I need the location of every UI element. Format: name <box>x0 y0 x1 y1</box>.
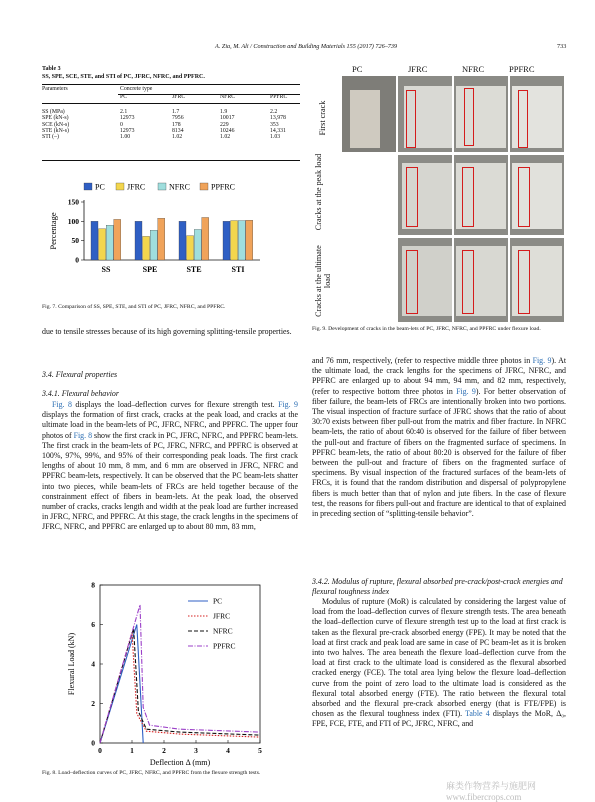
y-tick-label: 50 <box>71 236 79 246</box>
bar <box>187 236 194 260</box>
fig9-col-label: PC <box>352 64 363 74</box>
bar <box>99 229 106 260</box>
running-title: A. Zia, M. Ali / Construction and Building Materials 155 (2017) 726–739 <box>215 43 398 50</box>
x-tick-label: SPE <box>142 265 158 274</box>
section-heading-3-4: 3.4. Flexural properties <box>42 370 118 379</box>
table-cell: 10246 <box>220 127 235 134</box>
table-cell: SCE (kN-s) <box>42 121 70 128</box>
y-axis-label: Flexural Load (kN) <box>67 632 76 696</box>
table-cell: 1.9 <box>220 109 228 116</box>
text-run: ). For better observation of fiber failure, the beam-lets of FRCs are intentionally broken into two portions. The visual inspection of fracture surface of JFRC shows that the ratio of about 30:70 exists between fiber pull-out from the matrix and fiber fracture. In NFRC beam-lets, the ratio of about 60:40 is observed for the failure of fiber between the pull-out and fracture of fibers on the fragmented surface of specimens. In PPFRC beam-lets, the ratio of about 80:20 is observed for the failure of fiber between the pull-out and fracture of fibers on the fragmented surface of specimens. By visual inspection of the fractured surfaces of the beam-lets of FRCs, it is found that the random distribution and dispersal of polypropylene fibers is much better than that of nylon and jute fibers. In the case of flexure test, the reasons for fibers pull-out and fracture are identical to that of explained in preceding section of “splitting-tensile behavior”. <box>312 386 566 519</box>
y-tick-label: 8 <box>91 580 95 590</box>
x-tick-label: 4 <box>226 746 230 755</box>
text-run: and 76 mm, respectively, (refer to respective middle three photos in <box>312 356 533 365</box>
fig9-link[interactable]: Fig. 9 <box>278 400 298 409</box>
photo-jfrc-peak <box>398 155 452 235</box>
table-cell: 2.1 <box>120 109 128 116</box>
fig8-caption: Fig. 8. Load–deflection curves of PC, JFRC, NFRC, and PPFRC from the flexure strength tests. <box>42 770 261 776</box>
x-tick-label: 1 <box>130 746 134 755</box>
table-cell: 178 <box>172 121 181 128</box>
table-cell: 8134 <box>172 127 184 134</box>
x-tick-label: 0 <box>98 746 102 755</box>
watermark: 麻类作物营养与施肥网 www.fibercrops.com <box>446 781 537 802</box>
photo-jfrc-first-crack <box>398 76 452 152</box>
y-tick-label: 0 <box>91 738 95 748</box>
table-col-header: PPFRC <box>270 93 288 100</box>
x-tick-label: 3 <box>194 746 198 755</box>
table-cell: STI (–) <box>42 134 59 141</box>
table-cell: 0 <box>120 121 123 128</box>
x-tick-label: 2 <box>162 746 166 755</box>
bar <box>238 221 245 260</box>
table-cell: SS (MPa) <box>42 109 65 116</box>
table-cell: 14,331 <box>270 127 286 134</box>
legend-label: PPFRC <box>213 641 236 651</box>
legend-label: NFRC <box>169 182 190 192</box>
bar <box>231 221 238 260</box>
fig8-line-chart <box>60 575 288 775</box>
bar <box>143 236 150 260</box>
fig9-link[interactable]: Fig. 9 <box>456 386 476 396</box>
bar <box>202 217 209 260</box>
photo-ppfrc-first-crack <box>510 76 564 152</box>
fig9-col-label: NFRC <box>462 64 485 74</box>
bar <box>106 225 113 260</box>
bar <box>150 230 157 260</box>
table-cell: 1.02 <box>220 134 231 141</box>
y-tick-label: 150 <box>67 197 79 207</box>
y-tick-label: 4 <box>91 659 95 669</box>
bar <box>114 219 121 260</box>
series-line <box>100 632 260 743</box>
table-col-header: NFRC <box>220 93 236 100</box>
bar <box>158 218 165 260</box>
table-label: Table 3 <box>42 66 61 72</box>
table-header-param: Parameters <box>42 86 68 92</box>
photo-ppfrc-peak <box>510 155 564 235</box>
table-cell: 353 <box>270 121 279 128</box>
fig9-caption: Fig. 9. Development of cracks in the beam-lets of PC, JFRC, NFRC, and PPFRC under flexure load. <box>312 326 541 332</box>
fig7-caption: Fig. 7. Comparison of SS, SPE, STE, and STI of PC, JFRC, NFRC, and PPFRC. <box>42 304 226 310</box>
legend-label: PPFRC <box>211 182 236 192</box>
legend-swatch <box>116 183 124 190</box>
legend-label: NFRC <box>213 626 233 636</box>
fig9-row-label: First crack <box>318 100 327 136</box>
text-run: displays the load–deflection curves for flexure strength test. <box>71 400 279 409</box>
photo-nfrc-peak <box>454 155 508 235</box>
text-run: Modulus of rupture (MoR) is calculated by considering the largest value of load from the load–deflection curves of flexure strength tests. The area beneath the load–deflection curve of flexure strength test up to the load at first crack is taken as the flexural pre-crack absorbed energy (FPE). It may be noted that the load at first crack and peak load are same in case of PC beam-let as it is broken into two halves. The area beneath the flexure load–deflection curve from the load at first crack to the ultimate load is considered as the flexural absorbed cracked energy (FCE). The total area lying below the flexure load–deflection curve from the point of zero load to the ultimate load is considered as the flexural total absorbed energy (FTE). The ratio between the flexural total absorbed and the flexural pre-crack absorbed energy (that is FTE/FPE) is chosen as the flexural toughness index (FTI). <box>312 597 566 719</box>
legend-swatch <box>84 183 92 190</box>
right-text-p1 <box>312 356 566 519</box>
table-cell: 1.02 <box>172 134 183 141</box>
table-cell: 1.00 <box>120 134 131 141</box>
left-text-p1 <box>42 400 298 533</box>
legend-swatch <box>158 183 166 190</box>
table-cell: SPE (kN-s) <box>42 115 69 122</box>
table-header-group: Concrete type <box>120 86 153 92</box>
fig9-row-label: Cracks at the peak load <box>314 153 323 231</box>
bar <box>194 229 201 260</box>
fig9-link[interactable]: Fig. 9 <box>532 356 552 365</box>
text-run: displays the MoR, Δ₀, FPE, FCE, FTE, and FTI of PC, JFRC, NFRC, and <box>312 709 566 729</box>
series-line <box>100 626 260 744</box>
x-tick-label: SS <box>101 265 111 274</box>
left-text-p0: due to tensile stresses because of its high governing splitting-tensile properties. <box>42 327 292 336</box>
fig9-row-label: Cracks at the ultimate load <box>314 245 332 317</box>
photo-jfrc-ultimate <box>398 238 452 322</box>
bar <box>223 221 230 260</box>
right-text-p2 <box>312 597 566 730</box>
text-run: ). At the ultimate load, the crack lengths for the specimens of JFRC, NFRC, and PPFRC are enlarged up to about 94 mm, 94 mm, and 82 mm, respectively, (refer to respective bottom three photos in <box>312 356 567 396</box>
table-cell: 1.03 <box>270 134 281 141</box>
legend-label: JFRC <box>213 611 231 621</box>
y-axis-label: Percentage <box>48 212 58 250</box>
x-tick-label: STE <box>186 265 202 274</box>
legend-swatch <box>200 183 208 190</box>
table-cell: 229 <box>220 121 229 128</box>
table-header-rule <box>42 103 300 104</box>
x-tick-label: 5 <box>258 746 262 755</box>
table-group-rule <box>118 94 300 95</box>
section-heading-3-4-1: 3.4.1. Flexural behavior <box>42 389 119 398</box>
fig8-link[interactable]: Fig. 8 <box>73 430 93 440</box>
table4-link[interactable]: Table 4 <box>465 709 490 719</box>
table-col-header: PC <box>120 93 128 100</box>
photo-nfrc-ultimate <box>454 238 508 322</box>
photo-ppfrc-ultimate <box>510 238 564 322</box>
y-tick-label: 6 <box>91 620 95 629</box>
bar <box>179 221 186 260</box>
y-tick-label: 100 <box>67 216 79 226</box>
text-run: show the first crack in PC, JFRC, NFRC, and PPFRC beam-lets. The first crack in the beam-lets of PC, JFRC, NFRC, and PPFRC is observed at 100%, 97%, 99%, and 95% of their corresponding peak loads. The first crack lengths of about 10 mm, 8 mm, and 6 mm are observed in JFRC, NFRC and PPFRC beam-lets, respectively. It can be observed that the PC beam-lets shatter into two pieces, while beam-lets of FRCs are held together because of the constrainment effect of fibers in beam-lets. At the peak load, the observed number of cracks, cracks length and width at the peak load are further increased in JFRC, NFRC, and PPFRC. At this stage, the crack lengths in the specimens of JFRC, NFRC, and PPFRC are enlarged up to about 80 mm, 83 mm, <box>42 430 298 532</box>
table-cell: 1.7 <box>172 109 180 116</box>
table-top-rule <box>42 84 300 85</box>
y-tick-label: 0 <box>75 255 79 265</box>
fig9-photo-grid <box>312 64 564 324</box>
table-cell: STE (kN-s) <box>42 127 69 134</box>
photo-nfrc-first-crack <box>454 76 508 152</box>
legend-label: JFRC <box>127 182 146 192</box>
y-tick-label: 2 <box>91 699 95 708</box>
bar <box>246 220 253 260</box>
fig7-bar-chart <box>42 172 300 302</box>
page-number: 733 <box>557 43 567 50</box>
legend-label: PC <box>213 596 223 606</box>
fig9-col-label: PPFRC <box>509 64 535 74</box>
table-cell: 13,978 <box>270 115 286 122</box>
text-run: displays the formation of first crack, cracks at the peak load, and cracks at the ultimate load in the beam-lets of PC, JFRC, NFRC, and PPFRC. The upper four photos of <box>42 410 298 440</box>
photo-pc-first-crack <box>342 76 396 152</box>
table-row <box>42 134 300 140</box>
bar <box>91 221 98 260</box>
table-cell: 10017 <box>220 115 235 122</box>
x-axis-label: Deflection Δ (mm) <box>149 758 211 767</box>
series-line <box>100 605 260 743</box>
table-cell: 7956 <box>172 115 184 122</box>
table-col-header: JFRC <box>172 93 186 100</box>
table-title: SS, SPE, SCE, STE, and STI of PC, JFRC, NFRC, and PPFRC. <box>42 74 205 80</box>
fig8-link[interactable]: Fig. 8 <box>52 400 72 409</box>
fig9-col-label: JFRC <box>408 64 428 74</box>
table-cell: 12973 <box>120 127 135 134</box>
table-cell: 12973 <box>120 115 135 122</box>
legend-label: PC <box>95 182 105 192</box>
table-cell: 2.2 <box>270 109 278 116</box>
section-heading-3-4-2: 3.4.2. Modulus of rupture, flexural absorbed pre-crack/post-crack energies and flexural toughness index <box>312 577 563 597</box>
x-tick-label: STI <box>231 265 245 274</box>
bar <box>135 221 142 260</box>
table-bottom-rule <box>42 160 300 161</box>
